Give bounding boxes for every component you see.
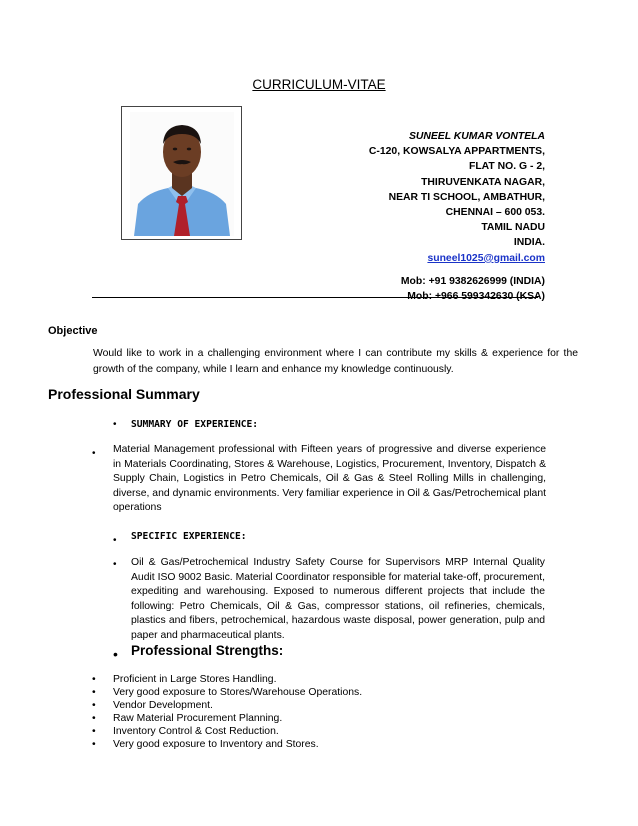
list-item: • Vendor Development.	[92, 700, 213, 711]
specific-experience-heading: SPECIFIC EXPERIENCE:	[131, 531, 247, 542]
email-link[interactable]: suneel1025@gmail.com	[427, 252, 545, 264]
address-line: CHENNAI – 600 053.	[445, 207, 545, 219]
address-line: THIRUVENKATA NAGAR,	[421, 176, 545, 188]
address-line: NEAR TI SCHOOL, AMBATHUR,	[388, 191, 545, 203]
address-line: TAMIL NADU	[481, 222, 545, 234]
objective-heading: Objective	[48, 325, 98, 337]
objective-text: Would like to work in a challenging environment where I can contribute my skills & experience for the growth of the company, while I learn and enhance my knowledge continuously.	[93, 348, 578, 375]
document-title: CURRICULUM-VITAE	[252, 77, 386, 92]
profile-photo	[121, 106, 242, 240]
list-item: • Very good exposure to Stores/Warehouse Operations.	[92, 687, 363, 698]
strengths-list	[92, 673, 512, 751]
summary-of-experience-heading: SUMMARY OF EXPERIENCE:	[131, 419, 259, 430]
mobile-india: Mob: +91 9382626999 (INDIA)	[400, 275, 545, 287]
contact-block	[369, 129, 545, 304]
specific-text: Oil & Gas/Petrochemical Industry Safety Course for Supervisors MRP Internal Quality Audit ISO 9002 Basic. Material Coordinator responsible for material take-off, procurement, expediting and warehousing. Exposed to numerous different projects that include the following: Petro Chemicals, Oil & Gas, compressor stations, oil refineries, chemicals, plastics and fibers, petrochemical, hazardous waste disposal, power generation, pulp and paper and pharmaceutical plants.	[131, 557, 545, 641]
horizontal-divider	[92, 297, 538, 298]
address-line: FLAT NO. G - 2,	[468, 161, 545, 173]
list-item: • Inventory Control & Cost Reduction.	[92, 726, 279, 737]
bullet-icon: •	[113, 559, 117, 570]
bullet-icon: •	[92, 448, 96, 459]
address-line: INDIA.	[513, 237, 545, 249]
address-line: C-120, KOWSALYA APPARTMENTS,	[368, 146, 545, 158]
bullet-icon: •	[113, 646, 118, 662]
summary-text: Material Management professional with Fifteen years of progressive and diverse experience in Materials Coordinating, Stores & Warehouse, Logistics, Procurement, Inventory, Dispatch & Supply Chain, Logistics in Petro Chemicals, Oil & Gas & Steel Rolling Mills in challenging, diverse, and dynamic environments. Very familiar experience in Oil & Gas/Petrochemical plant operations	[113, 444, 546, 514]
bullet-icon: •	[113, 535, 117, 546]
candidate-name: SUNEEL KUMAR VONTELA	[408, 131, 545, 142]
list-item: • Very good exposure to Inventory and Stores.	[92, 739, 319, 750]
bullet-icon: •	[113, 419, 117, 430]
list-item: • Proficient in Large Stores Handling.	[92, 674, 277, 685]
list-item: • Raw Material Procurement Planning.	[92, 713, 283, 724]
professional-summary-heading: Professional Summary	[48, 386, 200, 402]
mobile-ksa: Mob: +966 599342630 (KSA)	[407, 291, 545, 303]
professional-strengths-heading: Professional Strengths:	[131, 643, 284, 658]
